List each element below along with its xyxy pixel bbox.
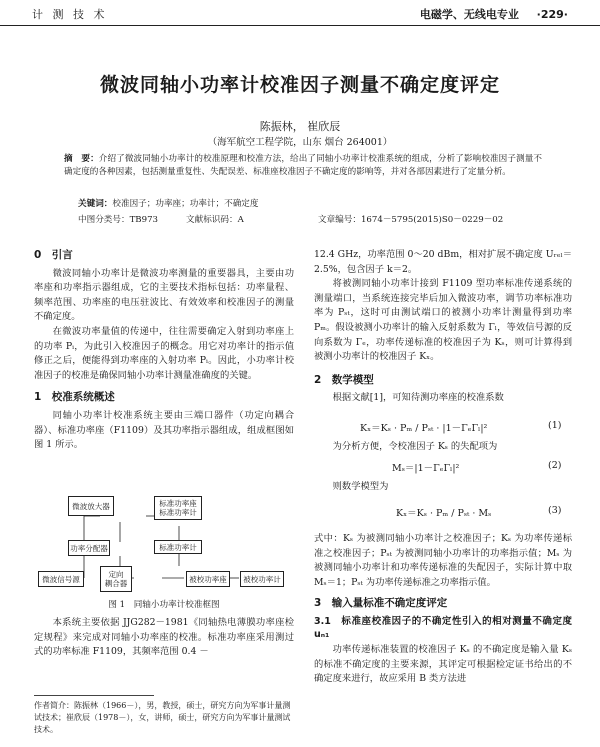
right-column-top [314,248,572,406]
equation-2-number: (2) [548,460,562,471]
intro-paragraph-2: 在微波功率量值的传递中，往往需要确定入射到功率座上的功率 Pᵢ，为此引入校准因子的概念。用它对功率计的指示值修正之后，便能得到功率座的入射功率 Pᵢ。因此，小功率计校准因子的校准是确保同轴小功率计测量准确度的关键。 [34,325,294,381]
uncertainty-paragraph: 功率传递标准装置的校准因子 Kₛ 的不确定度是输入量 Kₛ 的标准不确定度的主要来源，其评定可根据检定证书给出的不确定度来进行，故应采用 B 类方法进 [314,643,572,685]
section-3-1-heading: 3.1 标准座校准因子的不确定性引入的相对测量不确定度 uₙ₁ [314,615,572,640]
basis-paragraph: 本系统主要依据 JJG282－1981《同轴热电薄膜功率座检定规程》来完成对同轴小功率座的校准。标准功率座采用测过式的功率标准 F1109，其频率范围 0.4 － [34,617,294,658]
equation-3-number: (3) [548,505,562,516]
section-0-heading: 0 引言 [34,249,73,261]
fig-box-amplifier: 微波放大器 [68,496,114,516]
section-2-heading: 2 数学模型 [314,373,374,386]
fig-box-signal-source: 微波信号源 [38,571,84,587]
equation-2: Mₛ＝|1－ΓₑΓₗ|² [392,463,460,474]
model-line-wrap [314,480,572,495]
abstract [64,153,542,179]
author-footnote: 作者简介：陈振林（1966－），男，教授，硕士，研究方向为军事计量测试技术；崔欣辰（1978－），女，讲师，硕士，研究方向为军事计量测试技术。 [34,701,291,734]
keywords-label: 关键词： [78,199,113,209]
left-column-bottom [34,616,294,660]
keywords [78,197,259,209]
affiliation: （海军航空工程学院，山东 烟台 264001） [207,137,393,148]
fig-box-standard-meter: 标准功率计 [154,540,202,554]
mismatch-intro: 为分析方便，令校准因子 Kₛ 的失配项为 [332,441,498,452]
journal-name: 计 测 技 术 [32,8,108,21]
footnote-rule [34,695,154,696]
keywords-text: 校准因子；功率座；功率计；不确定度 [112,199,259,209]
section-1-heading: 1 校准系统概述 [34,391,115,404]
section-3-heading: 3 输入量标准不确定度评定 [314,597,448,610]
equation-3: Kₓ＝Kₛ · Pₘ / Pₛₜ · Mₛ [396,508,492,519]
system-paragraph: 同轴小功率计校准系统主要由三端口器件（功定向耦合器）、标准功率座（F1109）及其功率指示器组成，组成框图如图 1 所示。 [34,409,294,451]
fig-box-splitter: 功率分配器 [68,540,110,556]
range-paragraph: 12.4 GHz，功率范围 0～20 dBm，相对扩展不确定度 Uᵣₑₗ＝2.5%，包含因子 k＝2。 [314,249,572,275]
abstract-label: 摘 要： [64,154,99,164]
section-name: 电磁学、无线电专业 [419,8,519,21]
header-right [406,6,568,22]
intro-paragraph-1: 微波同轴小功率计是微波功率测量的重要器具，主要由功率座和功率指示器组成，它的主要技术指标包括：功率量程、频率范围、功率座的电压驻波比、有效效率和校准因子的测量不确定度。 [34,267,294,323]
figure-1-caption: 图 1 同轴小功率计校准框图 [108,600,220,610]
symbol-definitions: 式中：Kₛ 为被测同轴小功率计之校准因子；Kₛ 为功率传递标准之校准因子；Pₛₜ 为被测同轴小功率计的功率指示值；Mₛ 为被测同轴小功率计和功率传递标准的失配因子，实际计算中取 Mₛ＝1；Pₛₜ 为功率传递标准之功率指示值。 [314,533,572,588]
paper-title: 微波同轴小功率计校准因子测量不确定度评定 [99,74,500,96]
mismatch-intro-wrap [314,440,572,455]
authors: 陈振林， 崔欣辰 [259,120,341,133]
model-line: 则数学模型为 [332,481,389,492]
fig-box-dut-meter: 被校功率计 [240,571,284,587]
abstract-text: 介绍了微波同轴小功率计的校准原理和校准方法，给出了同轴小功率计校准系统的组成，分析了影响校准因子测量不确定度的各种因素，包括测量重复性、失配误差、标准座校准因子不确定度的影响等，并对各部因素进行了定量分析。 [64,154,542,178]
fig-box-dut-mount: 被校功率座 [186,571,230,587]
method-paragraph: 将被测同轴小功率计接到 F1109 型功率标准传递系统的测量端口，当系统连接完毕后加入微波功率，调节功率标准功率为 Pₛₜ，这时可由测试端口的被测小功率计测量得到功率 Pₘ。假设被测小功率计的输入反射系数为 Γₗ，等效信号源的反向系数为 Γₑ，功率传递标准的校准因子为 Kₛ，则可计算得到被测小功率计的校准因子 Kₓ。 [314,278,572,363]
left-column-top [34,248,294,453]
fig-box-directional-coupler: 定向 耦合器 [100,566,132,592]
page-number: ·229· [536,8,568,21]
right-column-bottom [314,532,572,687]
article-number: 文章编号：1674－5795(2015)S0－0229－02 [318,215,504,225]
doc-code: 文献标识码：A [186,215,244,225]
running-header [0,0,600,26]
model-intro: 根据文献[1]，可知待测功率座的校准系数 [332,392,504,404]
fig-box-standard-mount: 标准功率座 标准功率计 [154,496,202,520]
clc-number: 中图分类号：TB973 [78,215,159,225]
equation-1: Kₓ＝Kₛ · Pₘ / Pₛₜ · |1－ΓₑΓₗ|² [360,423,488,434]
equation-1-number: (1) [548,420,562,431]
